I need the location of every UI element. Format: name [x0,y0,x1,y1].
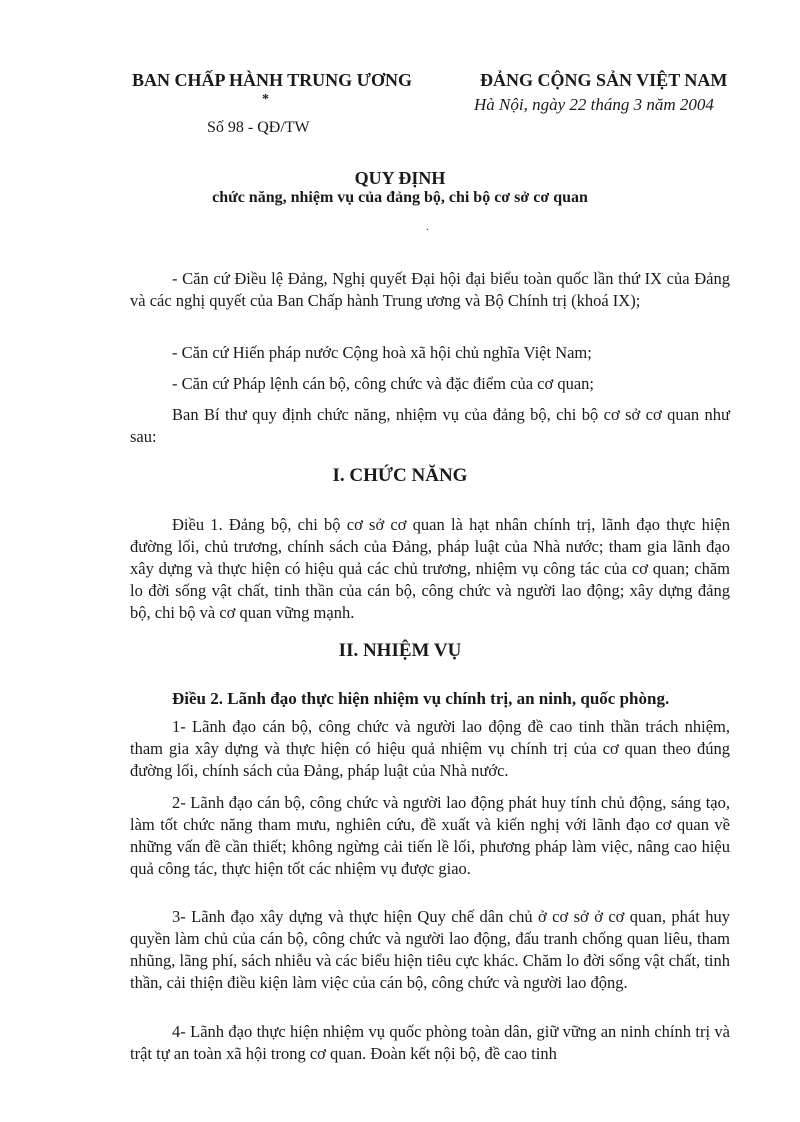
task-item-4: 4- Lãnh đạo thực hiện nhiệm vụ quốc phòng toàn dân, giữ vững an ninh chính trị và trật tự an toàn xã hội trong cơ quan. Đoàn kết nội bộ, đề cao tinh [130,1022,730,1063]
star-mark: * [262,92,269,107]
article-1: Điều 1. Đảng bộ, chi bộ cơ sở cơ quan là hạt nhân chính trị, lãnh đạo thực hiện đường lối, chủ trương, chính sách của Đảng, pháp luật của Nhà nước; tham gia lãnh đạo xây dựng và thực hiện có hiệu quả các chủ trương, nhiệm vụ công tác của cơ quan; chăm lo đời sống vật chất, tinh thần của cán bộ, công chức và người lao động; xây dựng đảng bộ, chi bộ và cơ quan vững mạnh. [130,515,730,622]
task-item-1: 1- Lãnh đạo cán bộ, công chức và người lao động đề cao tinh thần trách nhiệm, tham gia xây dựng và thực hiện có hiệu quả nhiệm vụ chính trị của cơ quan theo đúng đường lối, chính sách của Đảng, pháp luật của Nhà nước. [130,717,730,780]
document-subtitle: chức năng, nhiệm vụ của đảng bộ, chi bộ cơ sở cơ quan [212,189,588,206]
document-date: Hà Nội, ngày 22 tháng 3 năm 2004 [474,95,714,114]
preamble-basis-1: - Căn cứ Điều lệ Đảng, Nghị quyết Đại hội đại biểu toàn quốc lần thứ IX của Đảng và các nghị quyết của Ban Chấp hành Trung ương và Bộ Chính trị (khoá IX); [130,269,730,310]
section-heading-tasks: II. NHIỆM VỤ [338,640,462,661]
document-number: Số 98 - QĐ/TW [207,119,310,136]
stray-mark: . [426,222,429,233]
issuing-organization: BAN CHẤP HÀNH TRUNG ƯƠNG [132,70,413,90]
document-title: QUY ĐỊNH [354,168,446,188]
preamble-basis-2: - Căn cứ Hiến pháp nước Cộng hoà xã hội chủ nghĩa Việt Nam; [172,343,592,362]
task-item-3: 3- Lãnh đạo xây dựng và thực hiện Quy chế dân chủ ở cơ sở ở cơ quan, phát huy quyền làm chủ của cán bộ, công chức và người lao động, đấu tranh chống quan liêu, tham nhũng, lãng phí, sách nhiễu và các biểu hiện tiêu cực khác. Chăm lo đời sống vật chất, tinh thần, cải thiện điều kiện làm việc của cán bộ, công chức và người lao động. [130,907,730,992]
section-heading-functions: I. CHỨC NĂNG [332,465,468,486]
task-item-2: 2- Lãnh đạo cán bộ, công chức và người lao động phát huy tính chủ động, sáng tạo, làm tốt chức năng tham mưu, nghiên cứu, đề xuất và kiến nghị với lãnh đạo cơ quan về những vấn đề cần thiết; không ngừng cải tiến lề lối, phương pháp làm việc, nâng cao hiệu quả công tác, thực hiện tốt các nhiệm vụ được giao. [130,793,730,878]
article-2-heading: Điều 2. Lãnh đạo thực hiện nhiệm vụ chính trị, an ninh, quốc phòng. [172,689,670,708]
party-name: ĐẢNG CỘNG SẢN VIỆT NAM [480,70,728,90]
preamble-decision: Ban Bí thư quy định chức năng, nhiệm vụ của đảng bộ, chi bộ cơ sở cơ quan như sau: [130,405,730,446]
preamble-basis-3: - Căn cứ Pháp lệnh cán bộ, công chức và đặc điểm của cơ quan; [172,374,594,393]
